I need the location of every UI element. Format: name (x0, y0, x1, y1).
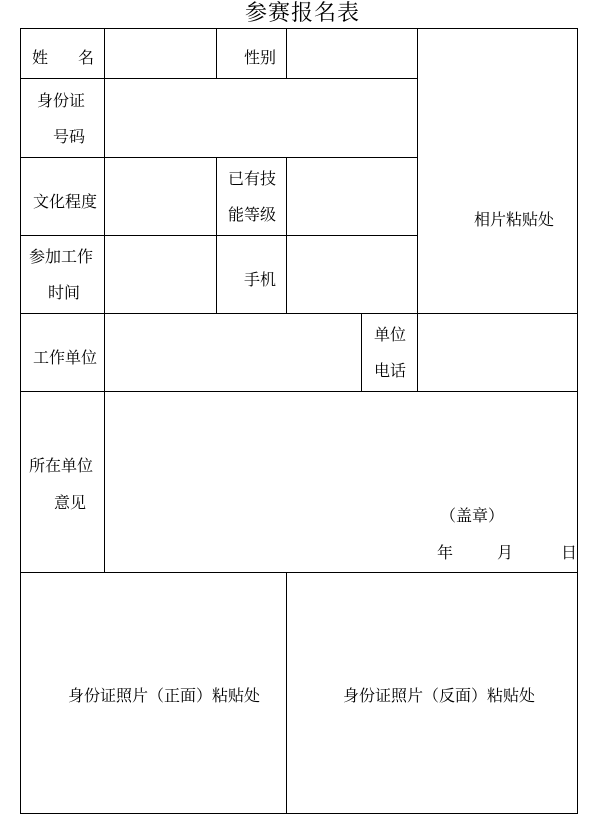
label-employer: 工作单位 (33, 348, 98, 367)
label-name-1: 姓 (32, 48, 49, 67)
label-opinion-2: 意见 (54, 493, 87, 512)
label-gender: 性别 (244, 48, 277, 67)
label-employer-phone-2: 电话 (374, 361, 407, 380)
label-id-front: 身份证照片（正面）粘贴处 (68, 686, 261, 705)
col-line (417, 28, 418, 392)
border-left (20, 28, 21, 814)
label-skill-2: 能等级 (228, 205, 277, 224)
work-start-field[interactable] (106, 237, 215, 312)
date-month: 月 (497, 543, 514, 562)
label-skill-1: 已有技 (228, 169, 277, 188)
border-right (577, 28, 578, 814)
employer-field[interactable] (106, 315, 360, 390)
label-name-2: 名 (78, 48, 95, 67)
label-id-1: 身份证 (37, 91, 86, 110)
date-day: 日 (561, 543, 578, 562)
col-line (216, 157, 217, 314)
label-employer-phone-1: 单位 (374, 325, 407, 344)
row-line (20, 235, 417, 236)
col-line (286, 28, 287, 79)
col-line (286, 157, 287, 314)
seal-text: （盖章） (440, 506, 505, 525)
gender-field[interactable] (288, 30, 416, 77)
education-field[interactable] (106, 159, 215, 234)
photo-area[interactable] (419, 30, 576, 312)
label-photo: 相片粘贴处 (474, 210, 555, 229)
col-line (361, 313, 362, 392)
border-bottom (20, 813, 578, 814)
row-line (20, 78, 417, 79)
label-work-start-2: 时间 (48, 283, 81, 302)
name-field[interactable] (106, 30, 215, 77)
date-year: 年 (437, 543, 454, 562)
label-work-start-1: 参加工作 (29, 247, 94, 266)
row-line (20, 157, 417, 158)
label-education: 文化程度 (33, 192, 98, 211)
col-line (216, 28, 217, 79)
employer-phone-field[interactable] (419, 315, 576, 390)
label-opinion-1: 所在单位 (29, 456, 94, 475)
skill-level-field[interactable] (288, 159, 416, 234)
label-mobile: 手机 (244, 270, 277, 289)
mobile-field[interactable] (288, 237, 416, 312)
form-title: 参赛报名表 (244, 1, 360, 26)
label-id-2: 号码 (53, 127, 86, 146)
label-id-back: 身份证照片（反面）粘贴处 (343, 686, 536, 705)
col-line (286, 572, 287, 814)
col-line (104, 28, 105, 573)
id-number-field[interactable] (106, 80, 416, 156)
